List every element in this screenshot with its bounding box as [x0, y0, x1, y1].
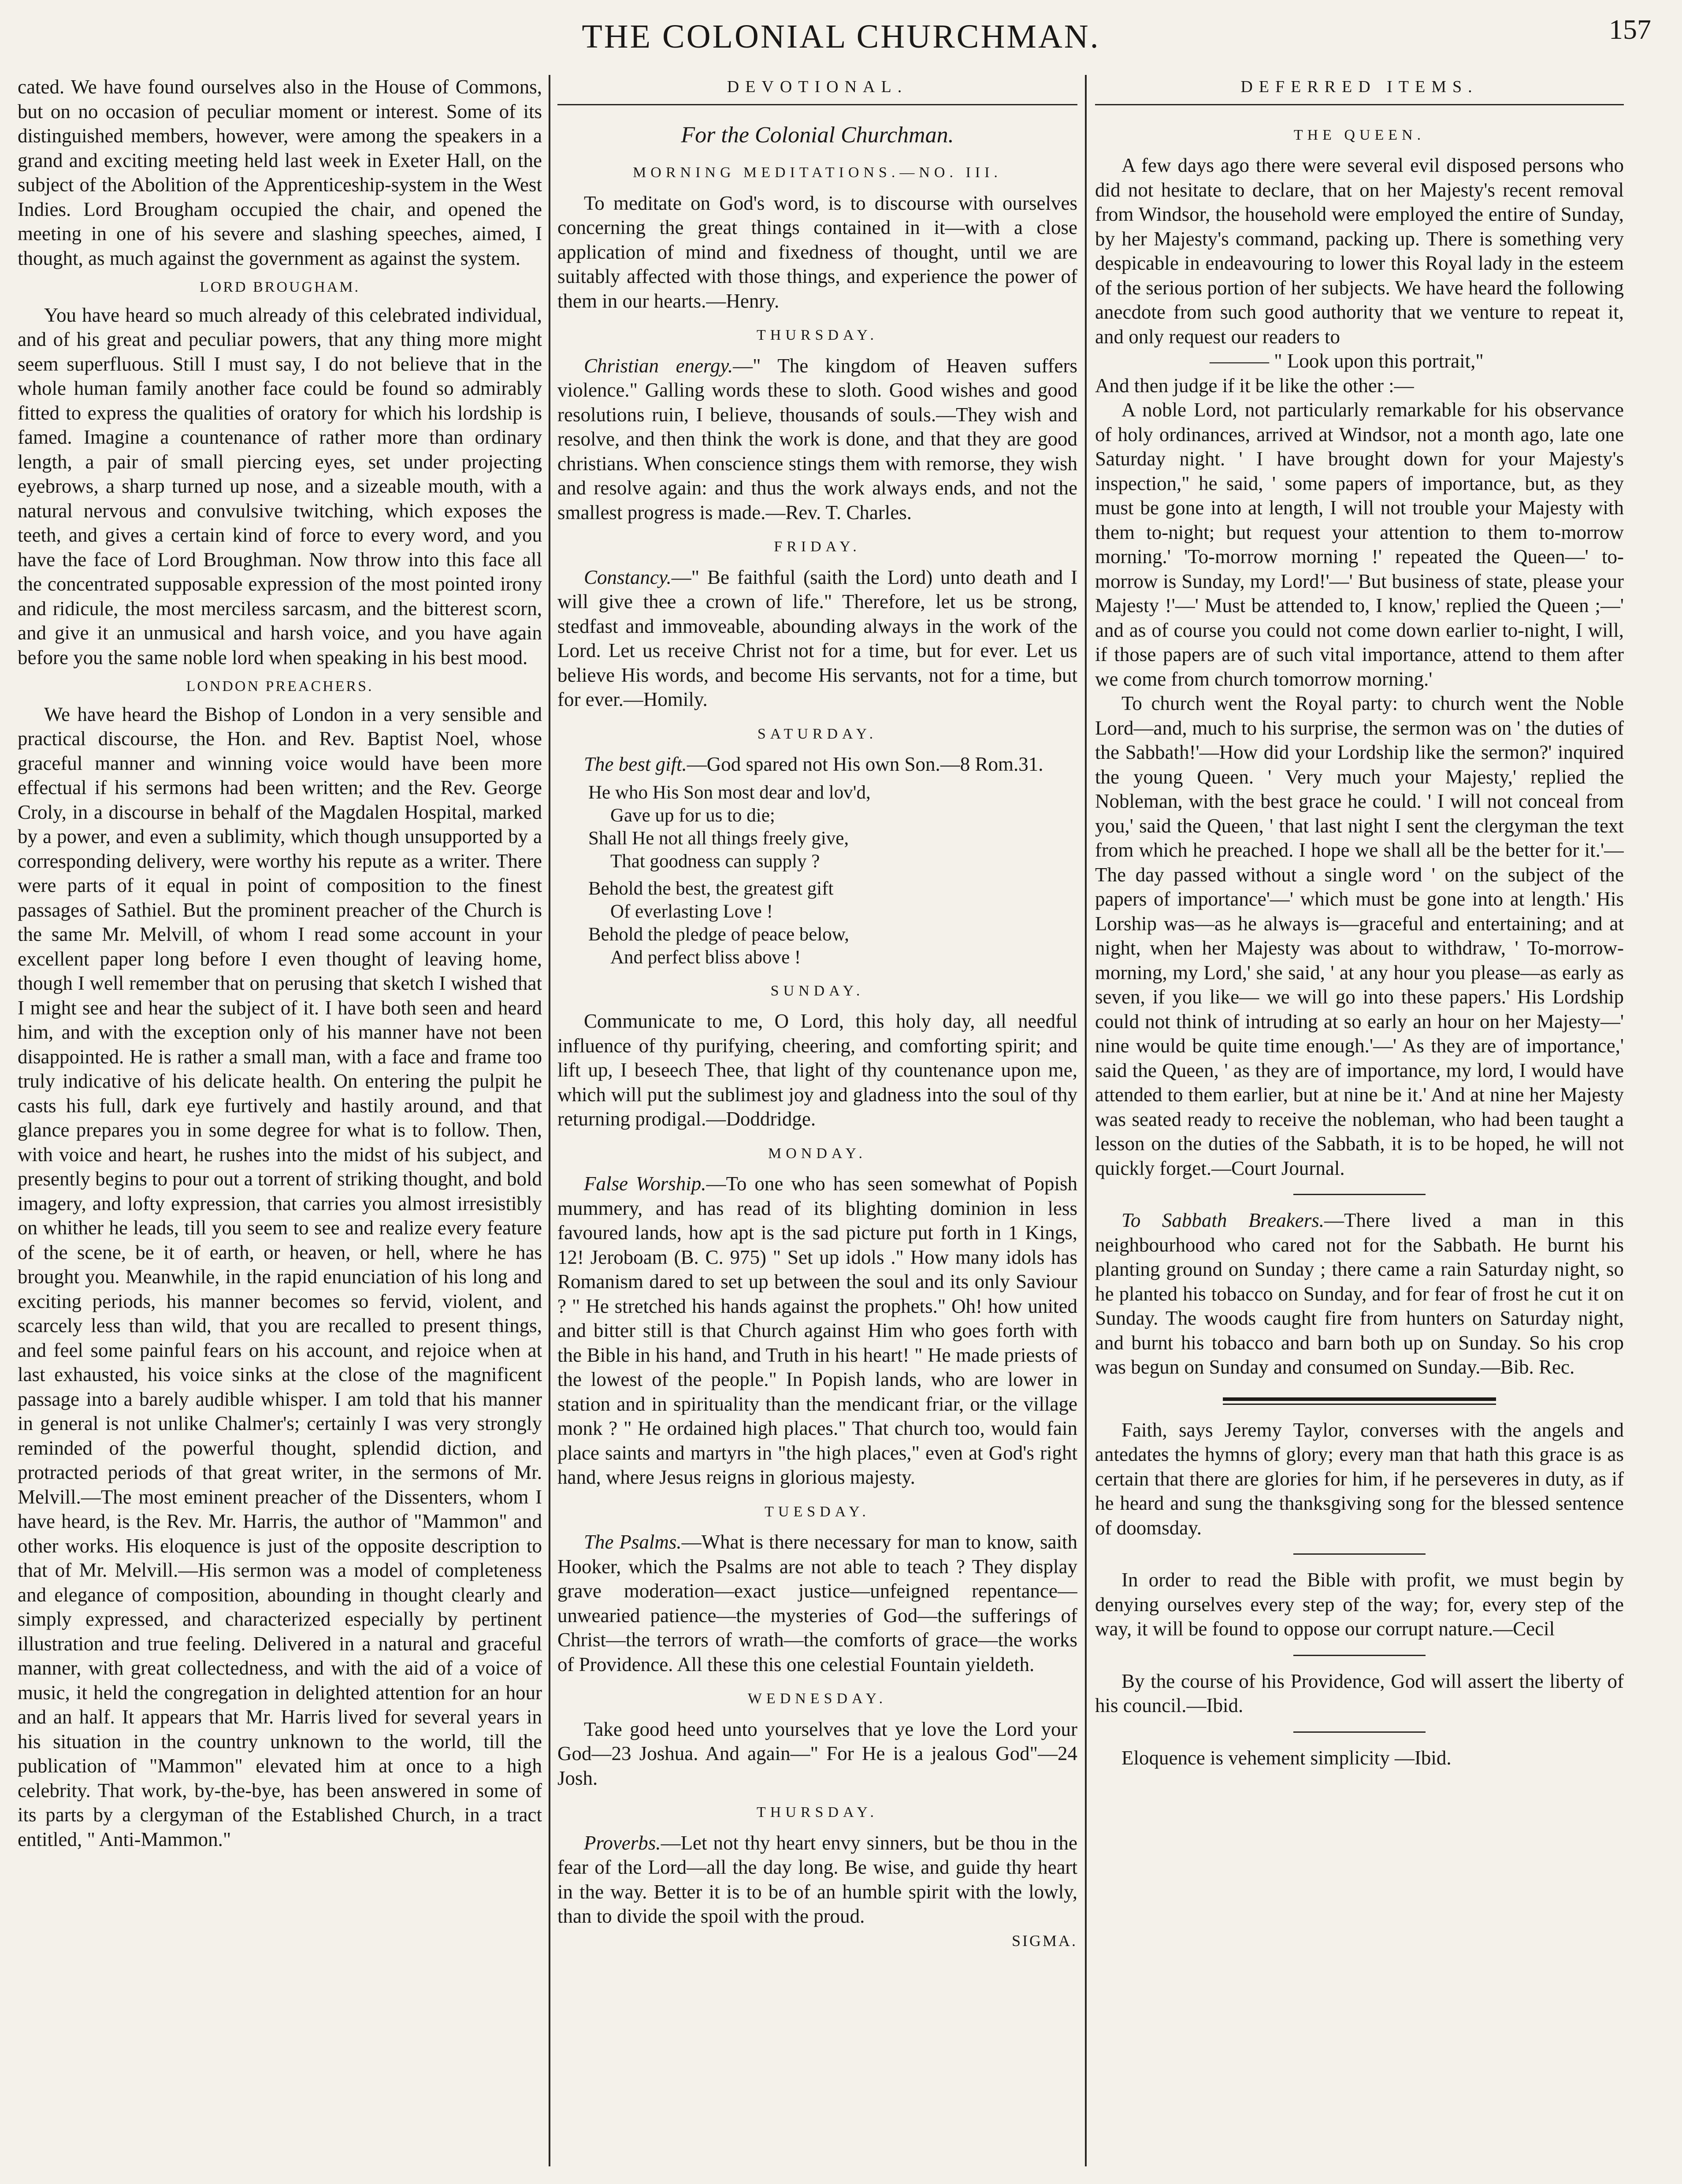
meditation-text: —Let not thy heart envy sinners, but be thou in the fear of the Lord—all the day long. Be wise, and guide thy heart in the way. Better it is to be of an humble spirit with the lowly, than to divide the spoil with the proud. — [557, 1831, 1077, 1927]
quote-paragraph: Eloquence is vehement simplicity —Ibid. — [1121, 1746, 1452, 1769]
day-heading: TUESDAY. — [765, 1503, 870, 1520]
column-rule — [1085, 75, 1087, 2166]
day-heading: SUNDAY. — [770, 982, 865, 999]
double-divider — [1223, 1397, 1496, 1405]
meditation-paragraph: Take good heed unto yourselves that ye love the Lord your God—23 Joshua. And again—" For He is a jealous God"—24 Josh. — [557, 1718, 1077, 1789]
section-divider — [1293, 1655, 1426, 1656]
meditation-text: —To one who has seen somewhat of Popish mummery, and has read of its blighting dominion in less favoured lands, how apt is the sad picture put forth in 1 Kings, 12! Jeroboam (B. C. 975) " Set up idols ." How many idols has Romanism dared to set up between the soul and its only Saviour ? " He stretched his hands against the prophets." Oh! how united and bitter still is that Church against Him who goes forth with the Bible in his hand, and Truth in his heart! " He made priests of the lowest of the people." In Popish lands, who are lower in station and in spirituality than the mendicant friar, or the village monk ? " He ordained high places." That church too, would fain place saints and martyrs in "the high places," even at God's right hand, where Jesus reigns in glorious majesty. — [557, 1173, 1077, 1488]
poem-line: He who His Son most dear and lov'd, — [588, 782, 871, 803]
meditation-lead: False Worship. — [584, 1173, 706, 1195]
column-rule — [549, 75, 550, 2166]
day-heading: FRIDAY. — [774, 539, 861, 555]
hymn-verse — [588, 877, 1077, 969]
article-paragraph — [1095, 1208, 1624, 1380]
masthead — [0, 18, 1682, 66]
quote-paragraph: In order to read the Bible with profit, we must begin by denying ourselves every step of the way; for, every step of the way, it will be found to oppose our corrupt nature.—Cecil — [1095, 1569, 1624, 1640]
meditation-paragraph — [557, 752, 1077, 777]
section-divider — [1293, 1194, 1426, 1195]
department-heading: DEVOTIONAL. — [557, 75, 1077, 105]
article-title: For the Colonial Churchman. — [681, 122, 954, 148]
meditation-lead: Christian energy. — [584, 354, 733, 377]
article-paragraph: A noble Lord, not particularly remarkable for his observance of holy ordinances, arrived at Windsor, not a month ago, late one Saturday night. ' I have brought down for your Majesty's inspection," he said, ' some papers of importance, but, as they must be gone into at length, I will not trouble your Majesty with them to-night; but request your attention to them to-morrow morning.' 'To-morrow morning !' repeated the Queen—' to-morrow is Sunday, my Lord!'—' But business of state, please your Majesty !'—' Must be attended to, I know,' replied the Queen ;—' and as of course you could not come down earlier to-night, I will, if those papers are of such vital importance, attend to them after we come from church tomorrow morning.' — [1095, 399, 1624, 690]
section-heading: THE QUEEN. — [1293, 126, 1426, 143]
day-heading: WEDNESDAY. — [747, 1690, 887, 1707]
article-text: —There lived a man in this neighbourhood who cared not for the Sabbath. He burnt his planting ground on Sunday ; there came a rain Saturday night, so he planted his tobacco on Sunday, and for fear of frost he cut it on Sunday. The woods caught fire from hunters on Saturday night, and burnt his tobacco and barn both up on Sunday. So his crop was begun on Sunday and consumed on Sunday.—Bib. Rec. — [1095, 1209, 1624, 1378]
poem-line: Behold the best, the greatest gift — [588, 878, 834, 899]
meditation-paragraph — [557, 565, 1077, 712]
meditation-paragraph — [557, 1831, 1077, 1929]
poem-line: And perfect bliss above ! — [610, 947, 801, 968]
meditation-lead: Proverbs. — [584, 1831, 661, 1854]
section-heading: LORD BROUGHAM. — [200, 279, 360, 295]
article-lead: To Sabbath Breakers. — [1121, 1209, 1324, 1231]
article-paragraph: To church went the Royal party: to church went the Noble Lord—and, much to his surprise, the sermon was on ' the duties of the Sabbath!'—How did your Lordship like the sermon?' inquired the young Queen. ' Very much your Majesty,' replied the Nobleman, with the best grace he could. ' I will not conceal from you,' said the Queen, ' that last night I sent the clergyman the text from which he preached. I hope we shall all be the better for it.'—The day passed without a single word ' on the subject of the papers of importance'—' which must be gone into at length.' His Lorship was—as he always is—graceful and entertaining; and at night, when her Majesty was about to withdraw, ' To-morrow-morning, my Lord,' she said, ' at any hour you please—as early as seven, if you like— we will go into these papers.' His Lordship could not think of intruding at so early an hour on her Majesty—' nine would be quite time enough.'—' As they are of importance,' said the Queen, ' as they are of importance, my lord, I would have attended to them earlier, but at nine be it.' And at nine her Majesty was seated ready to receive the nobleman, who had been taught a lesson on the duties of the Sabbath, it is to be hoped, he will not quickly forget.—Court Journal. — [1095, 692, 1624, 1179]
meditation-paragraph — [557, 1172, 1077, 1490]
article-paragraph: To meditate on God's word, is to discourse with ourselves concerning the great things contained in it—with a close application of mind and fixedness of thought, until we are suitably affected with those things, and experience the power of them in our hearts.—Henry. — [557, 192, 1077, 312]
section-divider — [1293, 1553, 1426, 1555]
poem-line: That goodness can supply ? — [610, 851, 820, 872]
poem-line: Of everlasting Love ! — [610, 901, 773, 922]
meditation-paragraph — [557, 354, 1077, 525]
poem-line: Shall He not all things freely give, — [588, 828, 849, 849]
article-continuation: cated. We have found ourselves also in the House of Commons, but on no occasion of peculiar moment or interest. Some of its distinguished members, however, were among the speakers in a grand and exciting meeting held last week in Exeter Hall, on the subject of the Abolition of the Apprenticeship-system in the West Indies. Lord Brougham occupied the chair, and opened the meeting in one of his severe and slashing speeches, aimed, I thought, as much against the government as against the system. — [18, 76, 542, 269]
day-heading: MONDAY. — [768, 1145, 867, 1162]
meditation-lead: The best gift. — [584, 753, 687, 775]
signature: SIGMA. — [1011, 1931, 1077, 1950]
article-paragraph: A few days ago there were several evil disposed persons who did not hesitate to declare, that on her Majesty's recent removal from Windsor, the household were employed the entire of Sunday, by her Majesty's command, packing up. There is something very despicable in endeavouring to lower this Royal lady in the esteem of the serious portion of her subjects. We have heard the following anecdote from such good authority that we venture to repeat it, and only request our readers to — [1095, 154, 1624, 348]
meditation-lead: Constancy. — [584, 566, 672, 588]
meditation-text: —" The kingdom of Heaven suffers violence." Galling words these to sloth. Good wishes and good resolutions ruin, I believe, thousands of souls.—They wish and resolve, and then think the work is done, and that they are good christians. When conscience stings them with remorse, they wish and resolve again: and thus the work always ends, and not the smallest progress is made.—Rev. T. Charles. — [557, 354, 1077, 524]
meditation-lead: The Psalms. — [584, 1531, 682, 1553]
poem-line: Behold the pledge of peace below, — [588, 924, 849, 945]
meditation-paragraph — [557, 1530, 1077, 1677]
meditation-text: —God spared not His own Son.—8 Rom.31. — [687, 753, 1043, 775]
day-heading: SATURDAY. — [757, 725, 878, 742]
page-number: 157 — [1609, 14, 1651, 45]
day-heading: THURSDAY. — [756, 1804, 879, 1820]
department-heading: DEFERRED ITEMS. — [1095, 75, 1624, 105]
series-heading: MORNING MEDITATIONS.—NO. III. — [633, 164, 1002, 181]
quote-paragraph: By the course of his Providence, God will assert the liberty of his council.—Ibid. — [1095, 1670, 1624, 1716]
column-left — [18, 75, 542, 2175]
meditation-paragraph: Communicate to me, O Lord, this holy day, all needful influence of thy purifying, cheering, and comforting spirit; and lift up, I beseech Thee, that light of thy countenance upon me, which will put the sublimest joy and gladness into the soul of thy returning prodigal.—Doddridge. — [557, 1010, 1077, 1130]
day-heading: THURSDAY. — [756, 327, 879, 343]
poem-line: Gave up for us to die; — [610, 805, 775, 826]
quotation: ——— " Look upon this portrait," — [1210, 350, 1484, 372]
article-paragraph: We have heard the Bishop of London in a very sensible and practical discourse, the Hon. and Rev. Baptist Noel, whose graceful manner and winning voice would have been more effectual if his sermons had been written; and the Rev. George Croly, in a discourse in behalf of the Magdalen Hospital, marked by a power, and even a sublimity, which though unsupported by a corresponding delivery, were worthy his repute as a writer. There were parts of it equal in point of composition to the finest passages of Sathiel. But the prominent preacher of the Church is the same Mr. Melvill, of whom I read some account in your excellent paper long before I even thought of leaving home, though I well remember that on perusing that sketch I wished that I might see and hear the subject of it. I have both seen and heard him, and with the exception only of his manner have not been disappointed. He is rather a small man, with a face and frame too truly indicative of his delicate health. On entering the pulpit he casts his full, dark eye furtively and hastily around, and that glance prepares you in some degree for what is to follow. Then, with voice and heart, he rushes into the midst of his subject, and presently begins to pour out a torrent of striking thought, and bold imagery, and lofty expression, that carries you almost irresistibly on whither he leads, till you seem to see and realize every feature of the scene, be it of earth, or heaven, or hell, where he has brought you. Meanwhile, in the rapid enunciation of his long and exciting periods, his manner becomes so fervid, violent, and scarcely less than wild, that you are recalled to present things, and feel some painful fears on his account, and rejoice when at last exhausted, his voice sinks at the close of the magnificent passage into a barely audible whisper. I am told that his manner in general is not unlike Chalmer's; certainly I was very strongly reminded of the powerful thought, splendid diction, and protracted periods of that great writer, in the sermons of Mr. Melvill.—The most eminent preacher of the Dissenters, whom I have heard, is the Rev. Mr. Harris, the author of "Mammon" and other works. His eloquence is just of the opposite description to that of Mr. Melvill.—His sermon was a model of completeness and elegance of composition, abounding in thought clearly and simply expressed, and characterized especially by pertinent illustration and true feeling. Delivered in a natural and graceful manner, with great collectedness, and with the aid of a voice of music, it held the congregation in delighted attention for an hour and an half. It appears that Mr. Harris lived for several years in his situation in the country unknown to the world, till the publication of "Mammon" elevated him at once to a high celebrity. That work, by-the-bye, has been answered in some of its parts by a clergyman of the Established Church, in a tract entitled, " Anti-Mammon." — [18, 703, 542, 1850]
column-right — [1095, 75, 1624, 2175]
column-middle — [557, 75, 1077, 2175]
article-paragraph: You have heard so much already of this celebrated individual, and of his great and peculiar powers, that any thing more might seem superfluous. Still I must say, I do not believe that in the whole human family another face could be found so admirably fitted to express the qualities of oratory for which his lordship is famed. Imagine a countenance of rather more than ordinary length, a pair of small piercing eyes, set under projecting eyebrows, a sharp turned up nose, and a sizeable mouth, with a natural nervous and convulsive twitching, which exposes the teeth, and gives a certain kind of force to every word, and you have the face of Lord Broughman. Now throw into this face all the concentrated supposable expression of the most pointed irony and ridicule, the most merciless sarcasm, and the bitterest scorn, and give it an unmusical and harsh voice, and you have again before you the same noble lord when speaking in his best mood. — [18, 304, 542, 669]
hymn-verse — [588, 781, 1077, 873]
quote-paragraph: Faith, says Jeremy Taylor, converses with the angels and antedates the hymns of glory; every man that hath this grace is as certain that there are glories for him, if he perseveres in duty, as if he heard and sung the thanksgiving song for the blessed sentence of doomsday. — [1095, 1419, 1624, 1539]
section-divider — [1293, 1731, 1426, 1733]
meditation-text: —" Be faithful (saith the Lord) unto death and I will give thee a crown of life." Therefore, let us be strong, stedfast and immoveable, abounding always in the work of the Lord. Let us receive Christ not for a time, but for ever. Let us believe His words, and become His servants, not for a time, but for ever.—Homily. — [557, 566, 1077, 710]
meditation-text: —What is there necessary for man to know, saith Hooker, which the Psalms are not able to teach ? They display grave moderation—exact justice—unfeigned repentance—unwearied patience—the mysteries of God—the sufferings of Christ—the terrors of wrath—the comforts of grace—the works of Providence. All these this one celestial Fountain yieldeth. — [557, 1531, 1077, 1675]
newspaper-title: THE COLONIAL CHURCHMAN. — [582, 18, 1100, 55]
article-paragraph: And then judge if it be like the other :— — [1095, 374, 1414, 397]
section-heading: LONDON PREACHERS. — [186, 678, 374, 695]
